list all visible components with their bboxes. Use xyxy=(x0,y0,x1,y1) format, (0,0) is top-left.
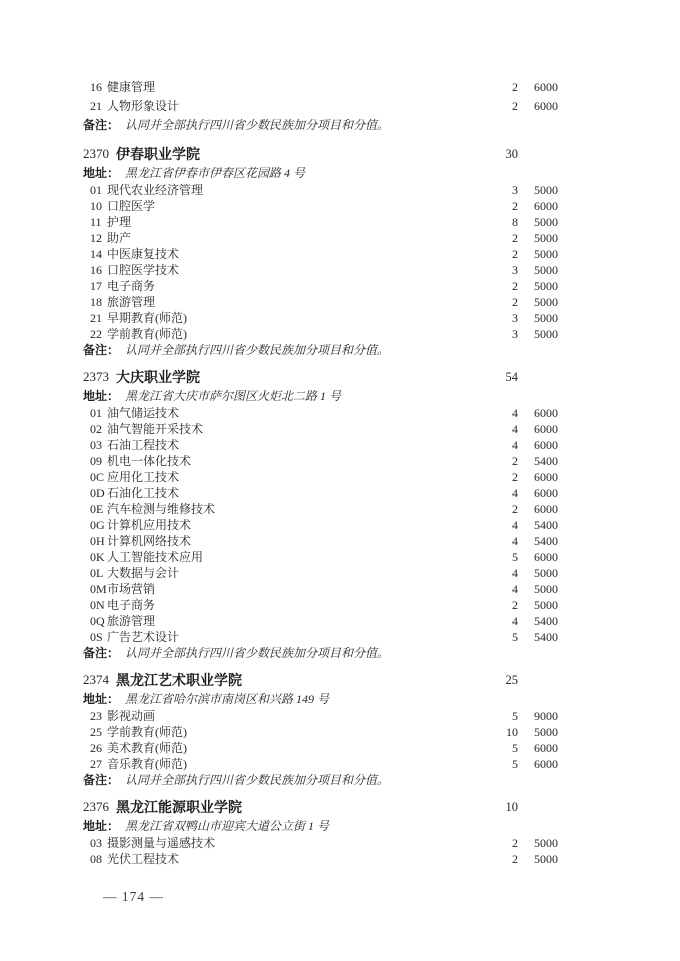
major-row xyxy=(83,469,558,485)
major-code: 21 xyxy=(90,99,102,113)
tuition-fee: 6000 xyxy=(534,199,558,213)
tuition-fee: 5000 xyxy=(534,725,558,739)
college-name: 伊春职业学院 xyxy=(116,146,200,162)
spacer xyxy=(200,367,478,387)
college-code: 2376 xyxy=(83,799,109,814)
major-row xyxy=(83,501,558,517)
plan-count: 3 xyxy=(512,263,518,277)
major-code: 08 xyxy=(90,852,102,866)
plan-count: 4 xyxy=(512,422,518,436)
tuition-fee: 5000 xyxy=(534,247,558,261)
tuition-fee: 6000 xyxy=(534,550,558,564)
plan-count: 4 xyxy=(512,406,518,420)
major-row xyxy=(83,613,558,629)
major-code: 0K xyxy=(90,550,105,564)
remark-label: 备注： xyxy=(83,773,120,787)
major-name: 市场营销 xyxy=(107,582,156,596)
tuition-fee: 5400 xyxy=(534,534,558,548)
major-code: 22 xyxy=(90,327,102,341)
major-row xyxy=(83,533,558,549)
major-name: 计算机网络技术 xyxy=(107,534,192,548)
document-content xyxy=(83,78,558,867)
major-name: 广告艺术设计 xyxy=(107,630,180,644)
plan-count: 5 xyxy=(512,757,518,771)
major-code: 18 xyxy=(90,295,102,309)
major-name: 中医康复技术 xyxy=(107,247,180,261)
tuition-fee: 6000 xyxy=(534,470,558,484)
college-code: 2373 xyxy=(83,369,109,384)
address-label: 地址： xyxy=(83,389,120,403)
major-row xyxy=(83,740,558,756)
major-name: 机电一体化技术 xyxy=(107,454,192,468)
college-header xyxy=(83,144,558,164)
major-code: 27 xyxy=(90,757,102,771)
major-code: 14 xyxy=(90,247,102,261)
major-code: 23 xyxy=(90,709,102,723)
major-row xyxy=(83,597,558,613)
major-code: 0S xyxy=(90,630,103,644)
fee-column-placeholder xyxy=(518,797,558,817)
major-row xyxy=(83,78,558,97)
remark-text: 认同并全部执行四川省少数民族加分项目和分值。 xyxy=(125,343,390,357)
major-name: 学前教育(师范) xyxy=(107,725,187,739)
major-name: 电子商务 xyxy=(107,279,156,293)
address-label: 地址： xyxy=(83,166,120,180)
plan-count: 2 xyxy=(512,199,518,213)
tuition-fee: 6000 xyxy=(534,741,558,755)
college-name: 黑龙江艺术职业学院 xyxy=(116,672,242,688)
plan-count: 4 xyxy=(512,614,518,628)
major-name: 人物形象设计 xyxy=(107,99,180,113)
major-name: 石油化工技术 xyxy=(107,486,180,500)
major-code: 01 xyxy=(90,183,102,197)
major-name: 人工智能技术应用 xyxy=(107,550,204,564)
major-row xyxy=(83,405,558,421)
tuition-fee: 9000 xyxy=(534,709,558,723)
major-row xyxy=(83,310,558,326)
major-name: 美术教育(师范) xyxy=(107,741,187,755)
plan-count: 5 xyxy=(512,709,518,723)
major-row xyxy=(83,549,558,565)
major-row xyxy=(83,214,558,230)
college-section-2370 xyxy=(83,144,558,358)
major-code: 0D xyxy=(90,486,105,500)
major-name: 旅游管理 xyxy=(107,614,156,628)
major-code: 0L xyxy=(90,566,104,580)
major-name: 现代农业经济管理 xyxy=(107,183,204,197)
address-text: 黑龙江省双鸭山市迎宾大道公立街 1 号 xyxy=(125,819,330,833)
college-section-2374 xyxy=(83,670,558,788)
address-row xyxy=(83,690,558,708)
address-label: 地址： xyxy=(83,692,120,706)
major-row xyxy=(83,294,558,310)
remark-row xyxy=(83,772,558,788)
major-name: 影视动画 xyxy=(107,709,156,723)
major-row xyxy=(83,581,558,597)
major-code: 26 xyxy=(90,741,102,755)
tuition-fee: 6000 xyxy=(534,80,558,94)
major-name: 学前教育(师范) xyxy=(107,327,187,341)
major-code: 0H xyxy=(90,534,105,548)
college-header xyxy=(83,797,558,817)
major-name: 音乐教育(师范) xyxy=(107,757,187,771)
major-row xyxy=(83,278,558,294)
major-row xyxy=(83,565,558,581)
plan-count: 4 xyxy=(512,534,518,548)
tuition-fee: 6000 xyxy=(534,757,558,771)
fee-column-placeholder xyxy=(518,367,558,387)
plan-count: 4 xyxy=(512,486,518,500)
major-name: 电子商务 xyxy=(107,598,156,612)
college-plan-total: 25 xyxy=(505,673,518,687)
major-code: 03 xyxy=(90,438,102,452)
major-row xyxy=(83,421,558,437)
major-name: 油气储运技术 xyxy=(107,406,180,420)
remark-row xyxy=(83,116,558,135)
remark-label: 备注： xyxy=(83,118,120,132)
major-code: 16 xyxy=(90,80,102,94)
major-row xyxy=(83,326,558,342)
plan-count: 2 xyxy=(512,454,518,468)
tuition-fee: 5000 xyxy=(534,215,558,229)
major-name: 健康管理 xyxy=(107,80,156,94)
remark-label: 备注： xyxy=(83,646,120,660)
fee-column-placeholder xyxy=(518,670,558,690)
college-name: 黑龙江能源职业学院 xyxy=(116,799,242,815)
major-code: 16 xyxy=(90,263,102,277)
plan-count: 3 xyxy=(512,311,518,325)
plan-count: 8 xyxy=(512,215,518,229)
plan-count: 2 xyxy=(512,502,518,516)
major-code: 11 xyxy=(90,215,102,229)
plan-count: 2 xyxy=(512,279,518,293)
plan-count: 4 xyxy=(512,438,518,452)
tuition-fee: 5000 xyxy=(534,263,558,277)
plan-count: 10 xyxy=(506,725,518,739)
college-plan-total: 10 xyxy=(505,800,518,814)
college-plan-total: 54 xyxy=(505,370,518,384)
spacer xyxy=(242,670,478,690)
major-row xyxy=(83,851,558,867)
address-row xyxy=(83,817,558,835)
remark-text: 认同并全部执行四川省少数民族加分项目和分值。 xyxy=(125,118,390,132)
major-code: 0E xyxy=(90,502,104,516)
major-name: 口腔医学技术 xyxy=(107,263,180,277)
major-row xyxy=(83,198,558,214)
tuition-fee: 5400 xyxy=(534,454,558,468)
tuition-fee: 5000 xyxy=(534,598,558,612)
page-number: — 174 — xyxy=(103,889,164,904)
major-code: 25 xyxy=(90,725,102,739)
college-section-2373 xyxy=(83,367,558,661)
major-name: 早期教育(师范) xyxy=(107,311,187,325)
college-code: 2370 xyxy=(83,146,109,161)
address-row xyxy=(83,164,558,182)
remark-label: 备注： xyxy=(83,343,120,357)
major-code: 0N xyxy=(90,598,105,612)
tuition-fee: 5000 xyxy=(534,231,558,245)
major-name: 口腔医学 xyxy=(107,199,156,213)
address-row xyxy=(83,387,558,405)
major-code: 17 xyxy=(90,279,102,293)
tuition-fee: 6000 xyxy=(534,406,558,420)
plan-count: 2 xyxy=(512,231,518,245)
major-name: 计算机应用技术 xyxy=(107,518,192,532)
plan-count: 4 xyxy=(512,518,518,532)
plan-count: 4 xyxy=(512,566,518,580)
major-row xyxy=(83,182,558,198)
major-code: 0C xyxy=(90,470,105,484)
plan-count: 5 xyxy=(512,550,518,564)
plan-count: 2 xyxy=(512,80,518,94)
spacer xyxy=(242,797,478,817)
major-code: 0G xyxy=(90,518,105,532)
tuition-fee: 5000 xyxy=(534,566,558,580)
address-label: 地址： xyxy=(83,819,120,833)
major-row xyxy=(83,246,558,262)
college-name: 大庆职业学院 xyxy=(116,369,200,385)
college-header xyxy=(83,367,558,387)
major-row xyxy=(83,453,558,469)
tuition-fee: 5400 xyxy=(534,630,558,644)
major-row xyxy=(83,262,558,278)
major-row xyxy=(83,708,558,724)
plan-count: 3 xyxy=(512,183,518,197)
tuition-fee: 6000 xyxy=(534,486,558,500)
major-row xyxy=(83,97,558,116)
tuition-fee: 5000 xyxy=(534,327,558,341)
plan-count: 2 xyxy=(512,470,518,484)
tuition-fee: 5000 xyxy=(534,836,558,850)
major-name: 旅游管理 xyxy=(107,295,156,309)
major-code: 10 xyxy=(90,199,102,213)
fee-column-placeholder xyxy=(518,144,558,164)
plan-count: 3 xyxy=(512,327,518,341)
plan-count: 4 xyxy=(512,582,518,596)
major-row xyxy=(83,485,558,501)
address-text: 黑龙江省哈尔滨市南岗区和兴路 149 号 xyxy=(125,692,330,706)
major-row xyxy=(83,517,558,533)
tuition-fee: 5400 xyxy=(534,614,558,628)
college-code: 2374 xyxy=(83,672,109,687)
major-code: 0M xyxy=(90,582,107,596)
continuation-section xyxy=(83,78,558,135)
plan-count: 5 xyxy=(512,630,518,644)
plan-count: 2 xyxy=(512,247,518,261)
remark-text: 认同并全部执行四川省少数民族加分项目和分值。 xyxy=(125,646,390,660)
major-name: 应用化工技术 xyxy=(107,470,180,484)
plan-count: 2 xyxy=(512,99,518,113)
tuition-fee: 5000 xyxy=(534,852,558,866)
major-name: 摄影测量与遥感技术 xyxy=(107,836,216,850)
address-text: 黑龙江省伊春市伊春区花园路 4 号 xyxy=(125,166,306,180)
address-text: 黑龙江省大庆市萨尔图区火炬北二路 1 号 xyxy=(125,389,342,403)
tuition-fee: 6000 xyxy=(534,502,558,516)
tuition-fee: 5000 xyxy=(534,582,558,596)
major-code: 03 xyxy=(90,836,102,850)
major-code: 01 xyxy=(90,406,102,420)
tuition-fee: 5400 xyxy=(534,518,558,532)
major-row xyxy=(83,629,558,645)
major-row xyxy=(83,756,558,772)
major-name: 护理 xyxy=(107,215,132,229)
major-row xyxy=(83,230,558,246)
major-name: 助产 xyxy=(107,231,132,245)
major-code: 12 xyxy=(90,231,102,245)
plan-count: 5 xyxy=(512,741,518,755)
college-section-2376 xyxy=(83,797,558,867)
major-name: 油气智能开采技术 xyxy=(107,422,204,436)
tuition-fee: 5000 xyxy=(534,295,558,309)
major-row xyxy=(83,724,558,740)
major-name: 石油工程技术 xyxy=(107,438,180,452)
plan-count: 2 xyxy=(512,295,518,309)
major-name: 大数据与会计 xyxy=(107,566,180,580)
major-name: 汽车检测与维修技术 xyxy=(107,502,216,516)
tuition-fee: 5000 xyxy=(534,183,558,197)
plan-count: 2 xyxy=(512,598,518,612)
major-code: 21 xyxy=(90,311,102,325)
plan-count: 2 xyxy=(512,836,518,850)
major-name: 光伏工程技术 xyxy=(107,852,180,866)
tuition-fee: 6000 xyxy=(534,438,558,452)
college-header xyxy=(83,670,558,690)
tuition-fee: 5000 xyxy=(534,311,558,325)
tuition-fee: 6000 xyxy=(534,422,558,436)
tuition-fee: 5000 xyxy=(534,279,558,293)
plan-count: 2 xyxy=(512,852,518,866)
remark-row xyxy=(83,645,558,661)
college-plan-total: 30 xyxy=(505,147,518,161)
remark-row xyxy=(83,342,558,358)
major-code: 0Q xyxy=(90,614,105,628)
major-code: 02 xyxy=(90,422,102,436)
major-row xyxy=(83,437,558,453)
spacer xyxy=(200,144,478,164)
major-code: 09 xyxy=(90,454,102,468)
remark-text: 认同并全部执行四川省少数民族加分项目和分值。 xyxy=(125,773,390,787)
tuition-fee: 6000 xyxy=(534,99,558,113)
major-row xyxy=(83,835,558,851)
